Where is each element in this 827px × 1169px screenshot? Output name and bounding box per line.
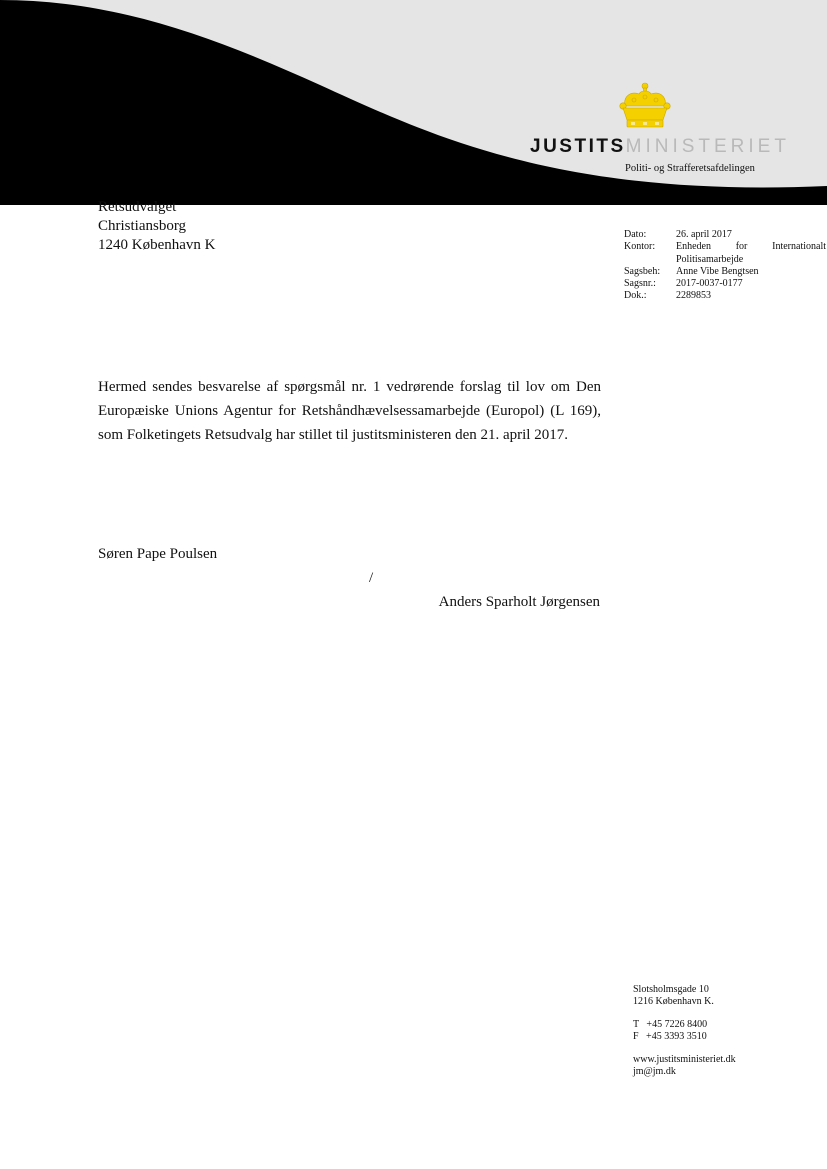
logo-wordmark-bold: JUSTITS xyxy=(530,136,626,157)
crown-icon xyxy=(617,82,673,132)
meta-row xyxy=(624,266,826,278)
footer-email-link[interactable]: jm@jm.dk xyxy=(633,1066,676,1078)
recipient-building: Christiansborg xyxy=(98,218,187,234)
meta-row xyxy=(624,229,826,241)
meta-key: Dato: xyxy=(624,229,647,240)
letter-body: Hermed sendes besvarelse af spørgsmål nr. 1 vedrørende forslag til lov om Den Europæiske Unions Agentur for Retshåndhævelsessamarbejde (Europol) (L 169), som Folketingets Retsudvalg har stillet til justitsministeren den 21. april 2017. xyxy=(98,379,601,443)
meta-key: Sagsnr.: xyxy=(624,278,656,290)
official-signature: Anders Sparholt Jørgensen xyxy=(438,594,600,610)
department-name: Politi- og Strafferetsafdelingen xyxy=(625,163,755,174)
footer-city: 1216 København K. xyxy=(633,996,714,1008)
recipient-address xyxy=(98,198,215,255)
footer-web-link[interactable]: www.justitsministeriet.dk xyxy=(633,1053,736,1065)
meta-key: Kontor: xyxy=(624,241,656,253)
case-metadata xyxy=(624,229,826,303)
signature-separator: / xyxy=(369,570,374,586)
meta-row xyxy=(624,278,826,290)
meta-key: Dok.: xyxy=(624,290,647,302)
meta-value: 2017-0037-0177 xyxy=(676,278,743,290)
footer-phone: T +45 7226 8400 xyxy=(633,1018,708,1030)
meta-value: 26. april 2017 xyxy=(676,229,732,240)
minister-signature: Søren Pape Poulsen xyxy=(98,546,218,562)
meta-row xyxy=(624,241,826,266)
meta-value: Enheden for Internationalt Politisamarbejde xyxy=(676,241,826,265)
meta-value: 2289853 xyxy=(676,290,711,302)
meta-key: Sagsbeh: xyxy=(624,265,661,277)
header-wave-graphic xyxy=(0,0,827,210)
logo-wordmark-light: MINISTERIET xyxy=(625,136,790,157)
contact-footer xyxy=(633,984,736,1078)
recipient-name: Retsudvalget xyxy=(98,199,177,215)
footer-fax: F +45 3393 3510 xyxy=(633,1031,707,1043)
ministry-logo xyxy=(530,136,790,158)
meta-row xyxy=(624,290,826,302)
footer-street: Slotsholmsgade 10 xyxy=(633,984,709,995)
recipient-postal: 1240 København K xyxy=(98,237,216,253)
meta-value: Anne Vibe Bengtsen xyxy=(676,265,759,277)
